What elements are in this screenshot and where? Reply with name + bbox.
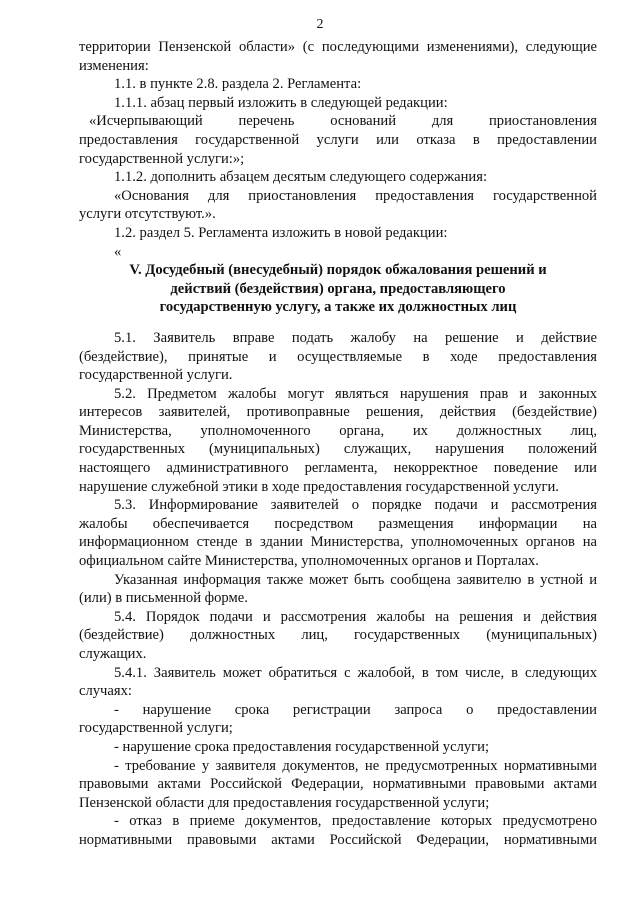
document-body	[79, 38, 597, 850]
section-line: нормативными правовыми актами Российской Федерации, нормативными	[79, 831, 597, 848]
section-line: (бездействие), принятые и осуществляемые в ходе предоставления	[79, 348, 597, 365]
section-line: - требование у заявителя документов, не предусмотренных нормативными	[114, 757, 597, 774]
section-line: государственной услуги;	[79, 720, 233, 737]
section-line: государственной услуги.	[79, 367, 233, 384]
text-line: территории Пензенской области» (с последующими изменениями), следующие	[79, 39, 597, 55]
section-line: случаях:	[79, 683, 132, 700]
amendment-line: «Основания для приостановления предоставления государственной	[114, 187, 597, 204]
section-line: - нарушение срока регистрации запроса о предоставлении	[114, 701, 597, 718]
amendment-line: государственной услуги:»;	[79, 150, 245, 167]
section-line: 5.2. Предметом жалобы могут являться нарушения прав и законных	[114, 385, 597, 402]
section-line: 5.4.1. Заявитель может обратиться с жалобой, в том числе, в следующих	[114, 664, 597, 681]
opening-quote: «	[114, 243, 122, 260]
page-number: 2	[316, 17, 324, 32]
section-line: Указанная информация также может быть сообщена заявителю в устной и	[114, 571, 597, 588]
section-title-line: государственную услугу, а также их должностных лиц	[159, 299, 517, 316]
section-line: государственных (муниципальных) служащих, нарушения положений	[79, 441, 597, 458]
section-line: - отказ в приеме документов, предоставление которых предусмотрено	[114, 813, 597, 830]
amendment-line: 1.1.1. абзац первый изложить в следующей редакции:	[114, 94, 448, 111]
section-line: (бездействие) должностных лиц, государственных (муниципальных)	[79, 627, 597, 644]
section-line: официальном сайте Министерства, уполномоченных органов и Порталах.	[79, 553, 539, 570]
text-line: изменения:	[79, 57, 149, 74]
amendment-line: услуги отсутствуют.».	[79, 206, 216, 223]
section-line: 5.1. Заявитель вправе подать жалобу на решение и действие	[114, 329, 597, 346]
section-line: Министерства, уполномоченного органа, их должностных лиц,	[79, 422, 597, 439]
amendment-line: «Исчерпывающий перечень оснований для приостановления	[89, 113, 597, 130]
section-line: правовыми актами Российской Федерации, нормативными правовыми актами	[79, 776, 597, 793]
section-line: нарушение служебной этики в ходе предоставления государственной услуги.	[79, 478, 559, 495]
section-line: интересов заявителей, противоправные решения, действия (бездействие)	[79, 404, 597, 421]
amendment-line: 1.1. в пункте 2.8. раздела 2. Регламента:	[114, 76, 362, 93]
section-line: служащих.	[79, 646, 147, 662]
spacer	[79, 317, 597, 329]
section-line: настоящего административного регламента, некорректное поведение или	[79, 460, 597, 477]
section-line: 5.3. Информирование заявителей о порядке подачи и рассмотрения	[114, 497, 597, 514]
section-line: 5.4. Порядок подачи и рассмотрения жалобы на решения и действия	[114, 608, 597, 625]
section-title-line: действий (бездействия) органа, предоставляющего	[170, 280, 506, 297]
section-line: Пензенской области для предоставления государственной услуги;	[79, 794, 490, 811]
amendment-line: 1.1.2. дополнить абзацем десятым следующего содержания:	[114, 169, 487, 186]
section-line: (или) в письменной форме.	[79, 590, 248, 607]
section-line: информационном стенде в здании Министерства, уполномоченных органов на	[79, 534, 597, 551]
section-line: - нарушение срока предоставления государственной услуги;	[114, 738, 490, 755]
amendment-line: предоставления государственной услуги или отказа в предоставлении	[79, 131, 597, 148]
section-title-line: V. Досудебный (внесудебный) порядок обжалования решений и	[129, 262, 547, 279]
section-line: жалобы обеспечивается посредством размещения информации на	[79, 515, 597, 532]
amendment-line: 1.2. раздел 5. Регламента изложить в новой редакции:	[114, 224, 448, 241]
